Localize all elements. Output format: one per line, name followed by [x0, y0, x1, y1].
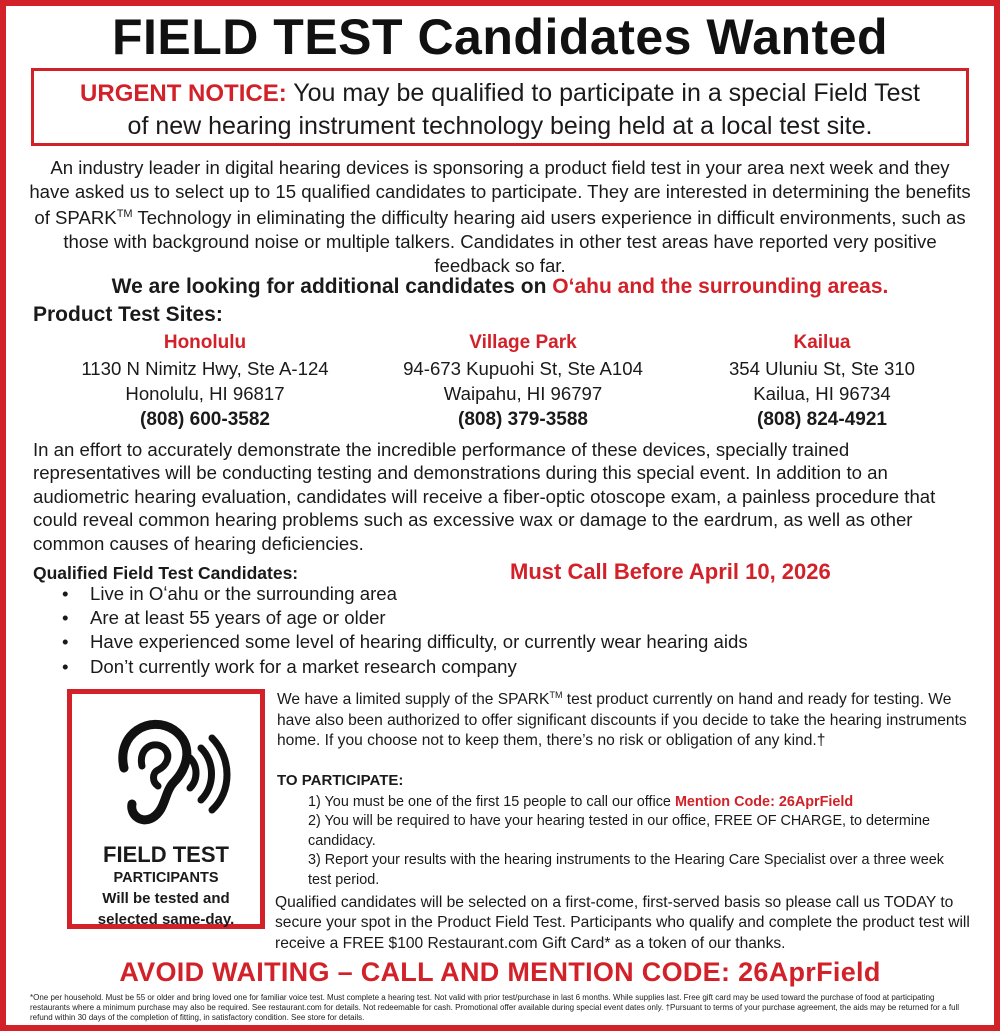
looking-prefix: We are looking for additional candidates on	[111, 275, 553, 298]
step-2: 2) You will be required to have your hearing tested in our office, FREE OF CHARGE, to determine candidacy.	[308, 813, 931, 849]
sites-heading: Product Test Sites:	[33, 303, 223, 326]
site-phone[interactable]: (808) 600-3582	[140, 408, 270, 430]
site-street: 94-673 Kupuohi St, Ste A104	[403, 357, 643, 379]
site-honolulu	[55, 330, 355, 432]
list-item: • Have experienced some level of hearing difficulty, or currently wear hearing aids	[60, 630, 748, 654]
list-item: • Don’t currently work for a market research company	[60, 655, 748, 679]
intro-text-part1: An industry leader in digital hearing devices is sponsoring a product field test in your area next week and they have asked us to select up to 15 qualified candidates to participate. They are interested in determining the benefits of SPARK	[29, 157, 971, 229]
urgent-notice-line2: of new hearing instrument technology being held at a local test site.	[127, 112, 873, 140]
site-street: 354 Uluniu St, Ste 310	[728, 357, 916, 379]
ear-with-sound-waves-icon	[102, 706, 232, 836]
participation-steps	[308, 793, 948, 890]
supply-text-part2: test product currently on hand and ready for testing. We have also been authorized to offer significant discounts if you decide to take the hearing instruments home. If you choose not to keep them, there’s no risk or obligation of any kind.†	[277, 691, 967, 749]
badge-title: FIELD TEST	[103, 842, 229, 867]
mention-code: Mention Code: 26AprField	[674, 794, 854, 810]
badge-line2: selected same-day.	[97, 911, 235, 928]
step-1-text: 1) You must be one of the first 15 people to call our office	[308, 794, 675, 810]
supply-paragraph	[277, 685, 967, 751]
trademark-mark: TM	[549, 690, 563, 700]
supply-text-part1: We have a limited supply of the SPARK	[277, 691, 550, 709]
step-3: 3) Report your results with the hearing instruments to the Hearing Care Specialist over a three week test period.	[308, 852, 944, 888]
site-village-park	[373, 330, 673, 432]
site-phone[interactable]: (808) 824-4921	[757, 408, 887, 430]
list-item: • Are at least 55 years of age or older	[60, 606, 748, 630]
badge-text	[72, 888, 260, 930]
intro-text-part2: Technology in eliminating the difficulty hearing aid users experience in difficult environments, such as those with background noise or multiple talkers. Candidates in other test areas have reported very positive feedback so far.	[63, 207, 966, 276]
demonstration-paragraph: In an effort to accurately demonstrate the incredible performance of these devices, specially trained representatives will be conducting testing and demonstrations during this special event. In addition to an audiometric hearing evaluation, candidates will receive a fiber-optic otoscope exam, a painless procedure that could reveal common hearing problems such as excessive wax or damage to the eardrum, as well as other common causes of hearing deficiencies.	[33, 439, 936, 554]
qualified-heading: Qualified Field Test Candidates:	[33, 563, 299, 583]
site-street: 1130 N Nimitz Hwy, Ste A-124	[81, 357, 329, 379]
step-1	[308, 793, 948, 812]
list-item: • Live in Oʻahu or the surrounding area	[60, 582, 748, 606]
intro-paragraph	[28, 156, 972, 278]
badge-subtitle: PARTICIPANTS	[113, 870, 219, 886]
site-name: Honolulu	[163, 332, 247, 353]
urgent-notice-label: URGENT NOTICE:	[80, 80, 287, 107]
criteria-list	[60, 582, 748, 679]
to-participate-heading: TO PARTICIPATE:	[277, 772, 404, 789]
site-city: Kailua, HI 96734	[753, 383, 891, 404]
site-name: Kailua	[793, 332, 851, 353]
headline: FIELD TEST Candidates Wanted	[111, 9, 889, 65]
deadline-notice: Must Call Before April 10, 2026	[510, 559, 831, 584]
urgent-notice-line1: You may be qualified to participate in a special Field Test	[286, 79, 920, 107]
field-test-badge	[67, 689, 265, 929]
site-name: Village Park	[469, 332, 577, 353]
selection-paragraph: Qualified candidates will be selected on a first-come, first-served basis so please call us TODAY to secure your spot in the Product Field Test. Participants who qualify and complete the product test will receive a FREE $100 Restaurant.com Gift Card* as a token of our thanks.	[275, 894, 970, 952]
looking-area: Oʻahu and the surrounding areas.	[552, 275, 889, 298]
site-phone[interactable]: (808) 379-3588	[458, 408, 588, 430]
disclaimer: *One per household. Must be 55 or older and bring loved one for familiar voice test. Must complete a hearing test. Not valid with prior test/purchase in last 6 months. While supplies last. Free gift card may be used toward the purchase of food at participating restaurants where a minimum purchase may also be required. See restaurant.com for details. Not redeemable for cash. Promotional offer available during special event dates only. †Pursuant to terms of your purchase agreement, the aids may be returned for a full refund within 30 days of the completion of fitting, in satisfactory condition. See store for details.	[30, 993, 960, 1022]
badge-line1: Will be tested and	[102, 890, 230, 907]
trademark-mark: TM	[116, 208, 133, 221]
site-city: Honolulu, HI 96817	[125, 383, 285, 404]
urgent-notice-box	[31, 68, 969, 146]
site-kailua	[672, 330, 972, 432]
looking-for-candidates	[0, 274, 1000, 300]
call-to-action: AVOID WAITING – CALL AND MENTION CODE: 26AprField	[119, 957, 881, 987]
site-city: Waipahu, HI 96797	[443, 383, 603, 404]
